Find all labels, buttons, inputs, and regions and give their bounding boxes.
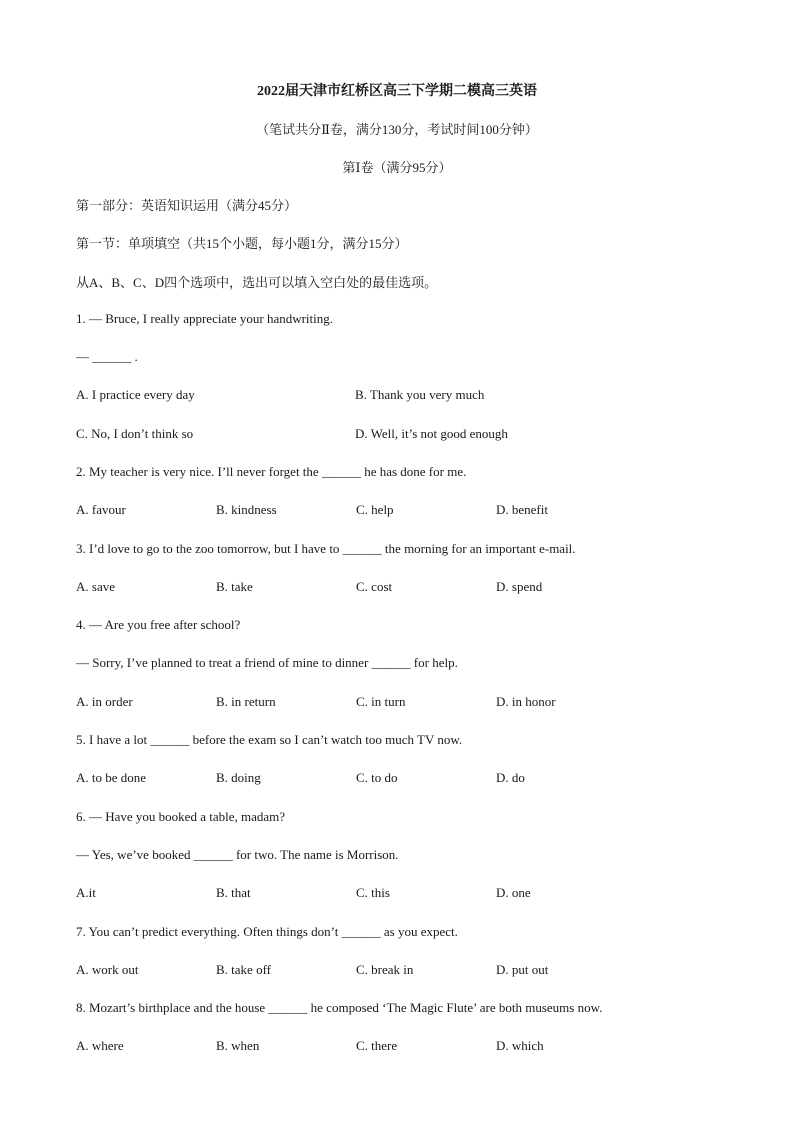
- question-3-option-a: A. save: [76, 579, 115, 594]
- question-1-option-c: C. No, I don’t think so: [76, 426, 194, 441]
- question-2-option-d: D. benefit: [496, 502, 548, 517]
- question-8-option-a: A. where: [76, 1038, 124, 1053]
- instruction-text: 从A、B、C、D四个选项中，选出可以填入空白处的最佳选项。: [76, 275, 438, 290]
- question-4-option-c: C. in turn: [356, 694, 406, 709]
- question-1-option-a: A. I practice every day: [76, 387, 195, 402]
- question-6-option-a: A.it: [76, 885, 96, 900]
- question-4-stem: 4. — Are you free after school?: [76, 617, 241, 632]
- question-5-option-a: A. to be done: [76, 770, 147, 785]
- question-4-reply: — Sorry, I’ve planned to treat a friend of mine to dinner ______ for help.: [76, 655, 458, 670]
- exam-title: 2022届天津市红桥区高三下学期二模高三英语: [257, 84, 537, 99]
- question-2-stem: 2. My teacher is very nice. I’ll never forget the ______ he has done for me.: [76, 464, 467, 479]
- question-6-option-d: D. one: [496, 885, 531, 900]
- question-6-option-b: B. that: [216, 885, 251, 900]
- question-5-option-d: D. do: [496, 770, 525, 785]
- question-1-option-b: B. Thank you very much: [355, 387, 485, 402]
- question-1-reply: — ______ .: [76, 349, 138, 364]
- question-7-stem: 7. You can’t predict everything. Often things don’t ______ as you expect.: [76, 924, 458, 939]
- question-6-stem: 6. — Have you booked a table, madam?: [76, 809, 286, 824]
- exam-subtitle: （笔试共分Ⅱ卷，满分130分，考试时间100分钟）: [256, 122, 538, 137]
- question-7-option-b: B. take off: [216, 962, 271, 977]
- question-4-option-b: B. in return: [216, 694, 276, 709]
- volume-heading: 第Ⅰ卷（满分95分）: [342, 160, 452, 175]
- question-8-stem: 8. Mozart’s birthplace and the house ______ he composed ‘The Magic Flute’ are both museums now.: [76, 1000, 603, 1015]
- question-6-reply: — Yes, we’ve booked ______ for two. The name is Morrison.: [76, 847, 399, 862]
- question-3-option-d: D. spend: [496, 579, 543, 594]
- question-8-option-c: C. there: [356, 1038, 398, 1053]
- section-heading: 第一节：单项填空（共15个小题，每小题1分，满分15分）: [76, 236, 408, 251]
- question-7-option-a: A. work out: [76, 962, 139, 977]
- question-1-stem: 1. — Bruce, I really appreciate your handwriting.: [76, 311, 334, 326]
- question-2-option-a: A. favour: [76, 502, 126, 517]
- question-4-option-d: D. in honor: [496, 694, 556, 709]
- question-7-option-d: D. put out: [496, 962, 549, 977]
- question-5-option-b: B. doing: [216, 770, 261, 785]
- question-8-option-b: B. when: [216, 1038, 260, 1053]
- question-8-option-d: D. which: [496, 1038, 544, 1053]
- question-2-option-c: C. help: [356, 502, 394, 517]
- question-1-option-d: D. Well, it’s not good enough: [355, 426, 508, 441]
- question-4-option-a: A. in order: [76, 694, 133, 709]
- part-heading: 第一部分：英语知识运用（满分45分）: [76, 198, 298, 213]
- question-3-option-b: B. take: [216, 579, 253, 594]
- question-3-stem: 3. I’d love to go to the zoo tomorrow, but I have to ______ the morning for an important e-mail.: [76, 541, 576, 556]
- question-5-stem: 5. I have a lot ______ before the exam so I can’t watch too much TV now.: [76, 732, 463, 747]
- question-2-option-b: B. kindness: [216, 502, 277, 517]
- question-6-option-c: C. this: [356, 885, 390, 900]
- question-5-option-c: C. to do: [356, 770, 398, 785]
- question-3-option-c: C. cost: [356, 579, 393, 594]
- question-7-option-c: C. break in: [356, 962, 414, 977]
